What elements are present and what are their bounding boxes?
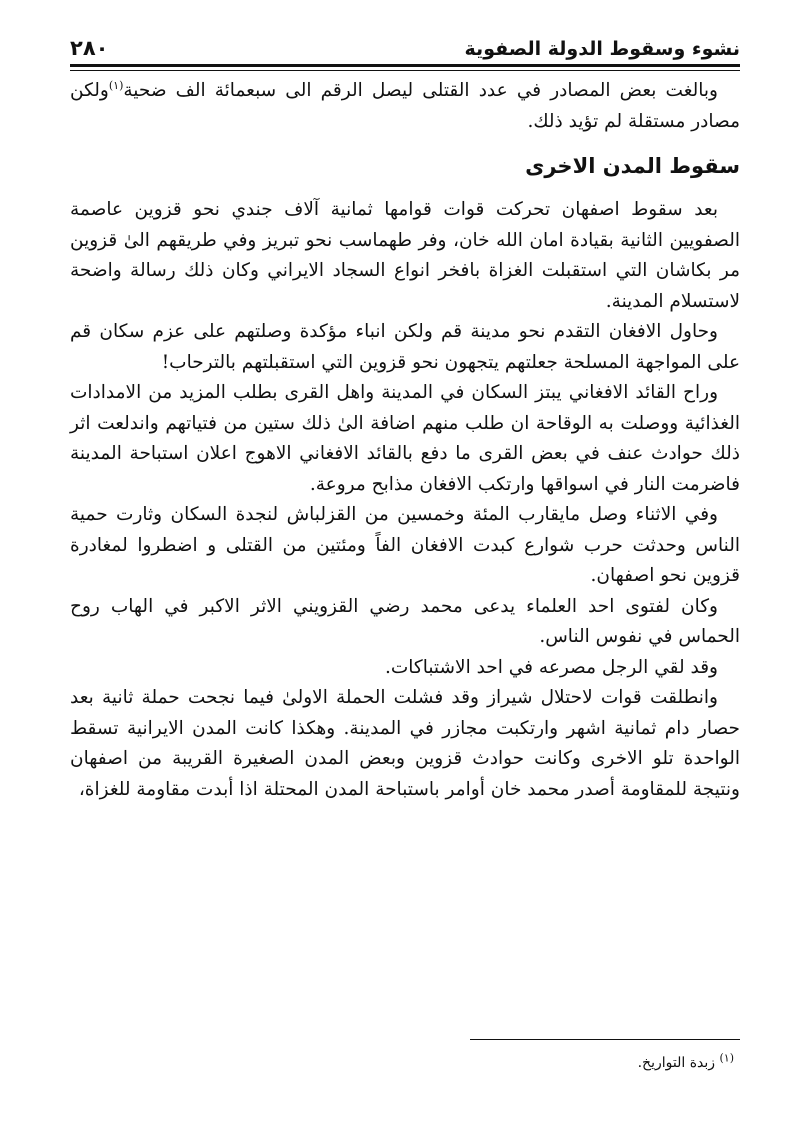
paragraph: وحاول الافغان التقدم نحو مدينة قم ولكن انباء مؤكدة وصلتهم على عزم سكان قم على المواجهة المسلحة جعلتهم يتجهون نحو قزوين التي استقبلتهم بالترحاب! xyxy=(70,321,740,373)
intro-paragraph xyxy=(70,76,740,137)
paragraph: وانطلقت قوات لاحتلال شيراز وقد فشلت الحملة الاولىٰ فيما نجحت حملة ثانية بعد حصار دام ثمانية اشهر وارتكبت مجازر في المدينة. وهكذا كانت المدن الايرانية تسقط الواحدة تلو الاخرى وكانت حوادث قزوين وبعض المدن الصغيرة القريبة من اصفهان ونتيجة للمقاومة أصدر محمد خان أوامر باستباحة المدن المحتلة اذا أبدت مقاومة للغزاة، xyxy=(70,687,740,800)
paragraph: وفي الاثناء وصل مايقارب المئة وخمسين من القزلباش لنجدة السكان وثارت حمية الناس وحدثت حرب شوارع كبدت الافغان الفاً ومئتين من القتلى و اضطروا لمغادرة قزوين نحو اصفهان. xyxy=(70,504,740,586)
footnote-marker: (١) xyxy=(719,1051,734,1065)
intro-text: وبالغت بعض المصادر في عدد القتلى ليصل الرقم الى سبعمائة الف ضحية xyxy=(123,80,718,101)
page-header xyxy=(70,30,740,60)
header-rule-thin xyxy=(70,70,740,71)
paragraph: وراح القائد الافغاني يبتز السكان في المدينة واهل القرى بطلب المزيد من الامدادات الغذائية ووصلت به الوقاحة ان طلب منهم اضافة الىٰ ذلك ستين من فتياتهم واندلعت اثر ذلك حوادث عنف في بعض القرى ما دفع بالقائد الافغاني الاهوج اعلان استباحة المدينة فاضرمت النار في اسواقها وارتكب الافغان مذابح مروعة. xyxy=(70,382,740,495)
paragraph: بعد سقوط اصفهان تحركت قوات قوامها ثمانية آلاف جندي نحو قزوين عاصمة الصفويين الثانية بقيادة امان الله خان، وفر طهماسب نحو تبريز وفي طريقهم الىٰ قزوين مر بكاشان التي استقبلت الغزاة بافخر انواع السجاد الايراني وكان ذلك رسالة واضحة لاستسلام المدينة. xyxy=(70,199,740,312)
footnote-text: زبدة التواريخ. xyxy=(637,1055,716,1071)
running-title: نشوء وسقوط الدولة الصفوية xyxy=(464,38,740,60)
paragraph: وكان لفتوى احد العلماء يدعى محمد رضي القزويني الاثر الاكبر في الهاب روح الحماس في نفوس الناس. xyxy=(70,595,740,647)
paragraph: وقد لقي الرجل مصرعه في احد الاشتباكات. xyxy=(384,656,718,678)
footnote-reference[interactable]: (١) xyxy=(108,78,124,92)
footnote-separator xyxy=(470,1039,740,1040)
page-number: ٢٨٠ xyxy=(70,36,109,60)
footnote xyxy=(638,1052,734,1074)
body-text xyxy=(70,76,740,805)
section-heading: سقوط المدن الاخرى xyxy=(525,154,740,178)
document-page xyxy=(70,0,740,1147)
header-rule-thick xyxy=(70,64,740,67)
intro-text-continued: ولكن مصادر مستقلة لم تؤيد ذلك. xyxy=(70,80,740,132)
